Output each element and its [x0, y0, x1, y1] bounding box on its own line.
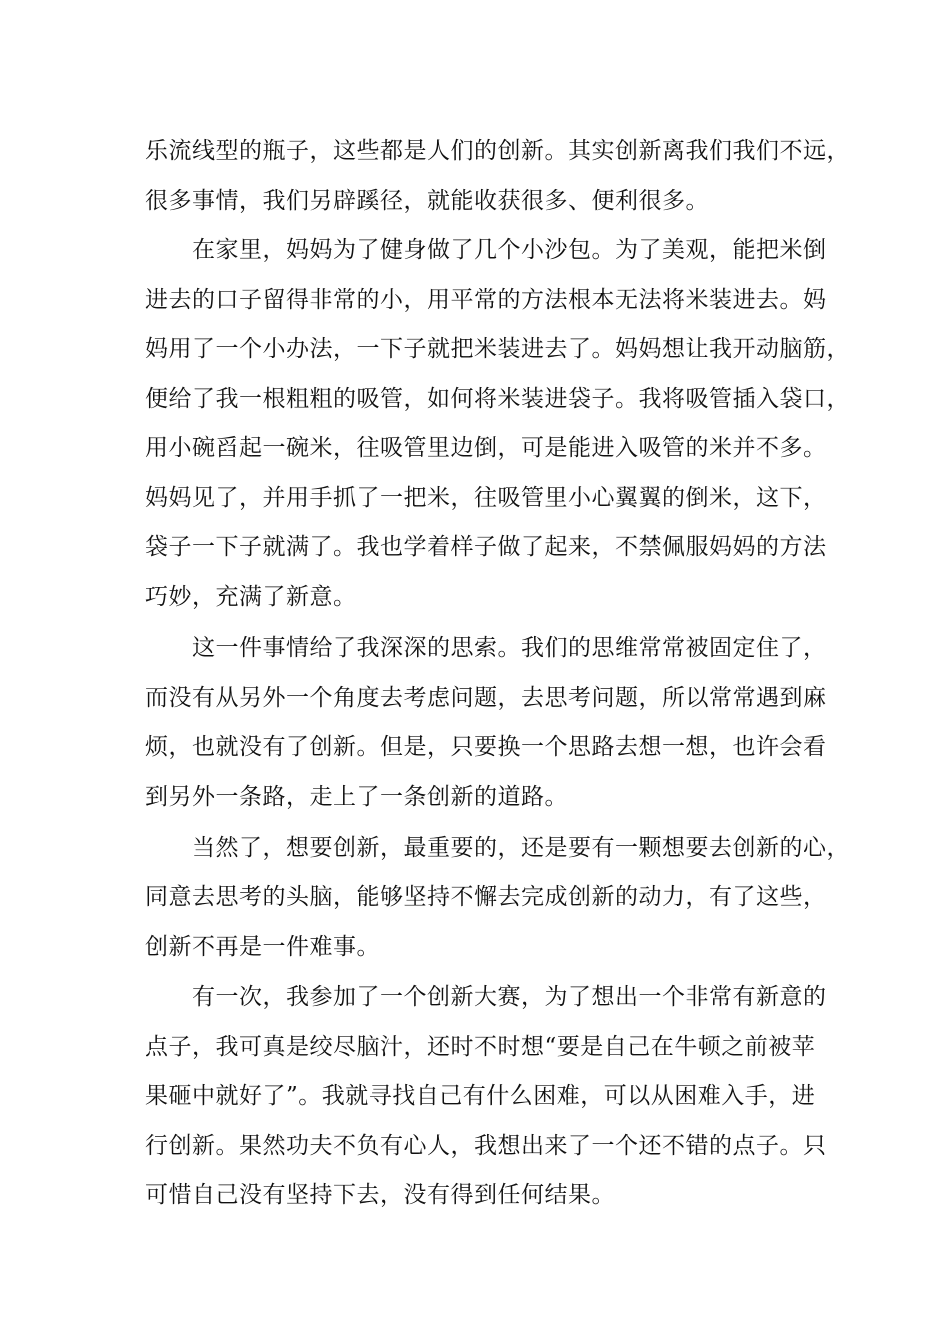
text-line: 妈妈见了，并用手抓了一把米，往吸管里小心翼翼的倒米，这下， — [145, 485, 827, 511]
paragraph-first-line: 在家里，妈妈为了健身做了几个小沙包。为了美观，能把米倒 — [192, 237, 827, 263]
text-line: 果砸中就好了”。我就寻找自己有什么困难，可以从困难入手，进 — [145, 1083, 816, 1109]
text-line: 便给了我一根粗粗的吸管，如何将米装进袋子。我将吸管插入袋口， — [145, 386, 850, 412]
text-line: 到另外一条路，走上了一条创新的道路。 — [145, 784, 568, 810]
text-line: 烦，也就没有了创新。但是，只要换一个思路去想一想，也许会看 — [145, 734, 827, 760]
text-line: 可惜自己没有坚持下去，没有得到任何结果。 — [145, 1182, 615, 1208]
text-line: 进去的口子留得非常的小，用平常的方法根本无法将米装进去。妈 — [145, 287, 827, 313]
text-line: 袋子一下子就满了。我也学着样子做了起来，不禁佩服妈妈的方法 — [145, 534, 827, 560]
text-line: 行创新。果然功夫不负有心人，我想出来了一个还不错的点子。只 — [145, 1133, 827, 1159]
text-line: 点子，我可真是绞尽脑汁，还时不时想“要是自己在牛顿之前被苹 — [145, 1034, 816, 1060]
text-line: 妈用了一个小办法，一下子就把米装进去了。妈妈想让我开动脑筋， — [145, 336, 850, 362]
paragraph-first-line: 有一次，我参加了一个创新大赛，为了想出一个非常有新意的 — [192, 984, 827, 1010]
paragraph-first-line: 这一件事情给了我深深的思索。我们的思维常常被固定住了， — [192, 635, 827, 661]
text-line: 创新不再是一件难事。 — [145, 934, 380, 960]
text-line: 而没有从另外一个角度去考虑问题，去思考问题，所以常常遇到麻 — [145, 685, 827, 711]
text-line: 很多事情，我们另辟蹊径，就能收获很多、便利很多。 — [145, 188, 709, 214]
paragraph-first-line: 当然了，想要创新，最重要的，还是要有一颗想要去创新的心， — [192, 835, 850, 861]
text-line: 乐流线型的瓶子，这些都是人们的创新。其实创新离我们我们不远， — [145, 138, 850, 164]
text-line: 用小碗舀起一碗米，往吸管里边倒，可是能进入吸管的米并不多。 — [145, 435, 827, 461]
text-line: 巧妙，充满了新意。 — [145, 584, 357, 610]
text-line: 同意去思考的头脑，能够坚持不懈去完成创新的动力，有了这些， — [145, 884, 827, 910]
